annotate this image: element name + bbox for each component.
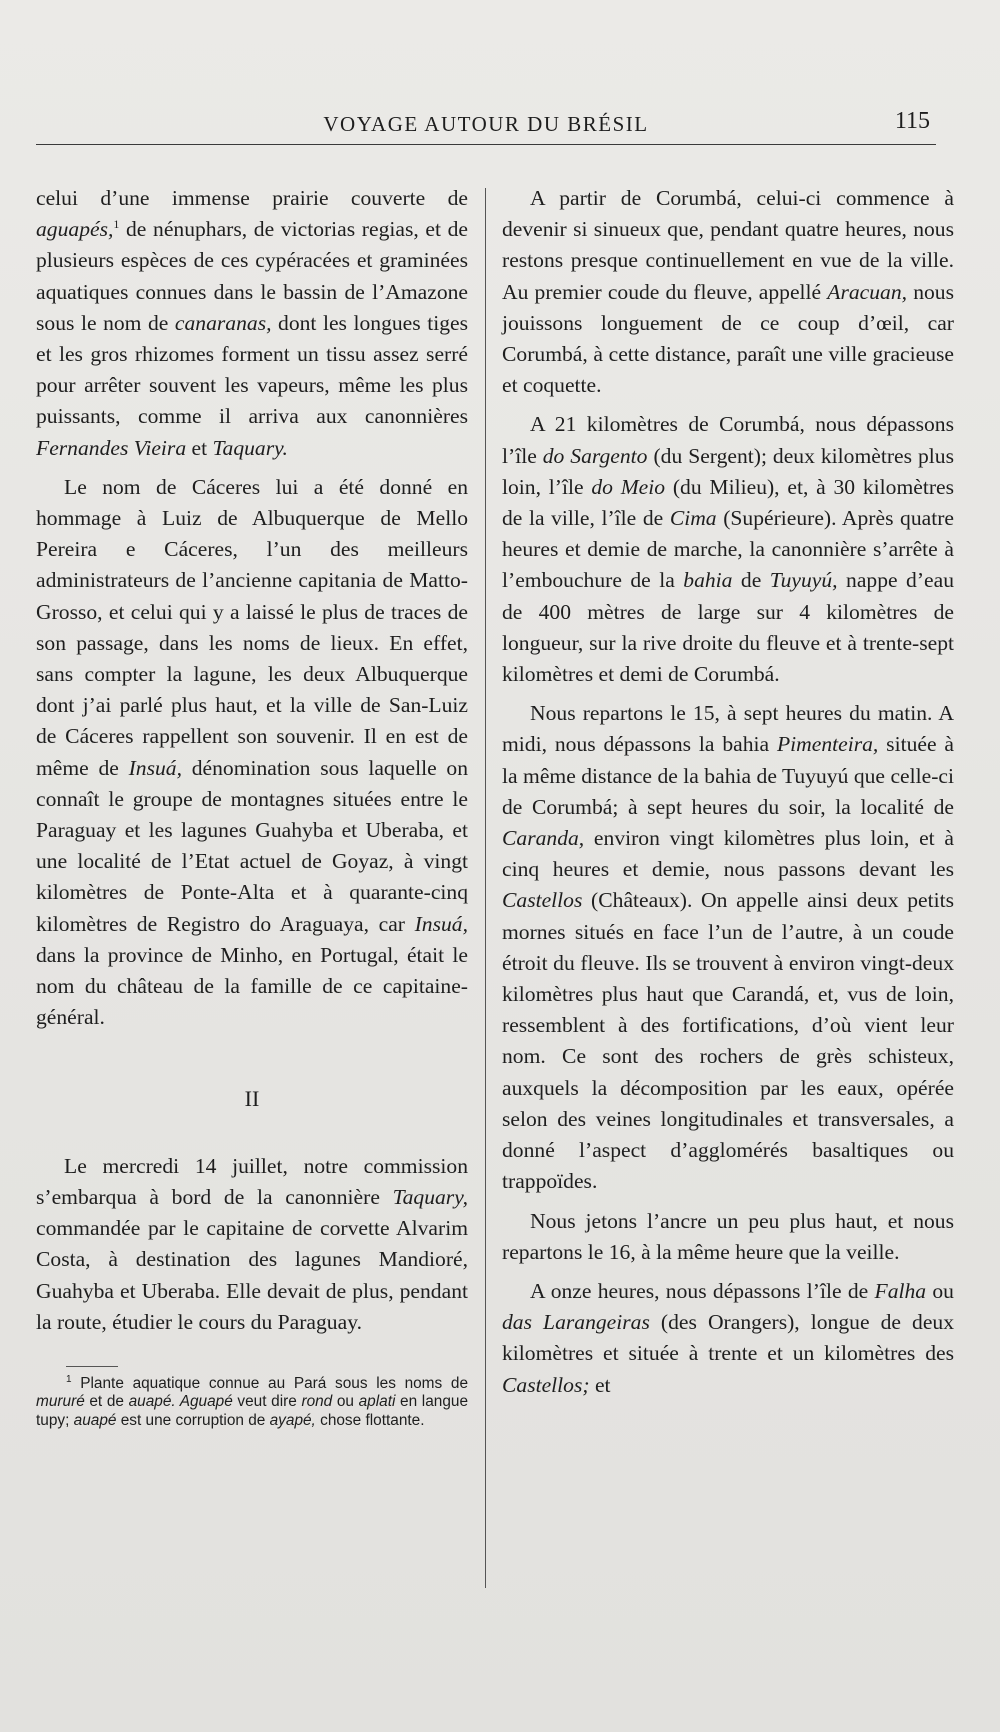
footnote-separator bbox=[66, 1366, 118, 1367]
paragraph: A 21 kilomètres de Corumbá, nous dépassons l’île do Sargento (du Sergent); deux kilomètres plus loin, l’île do Meio (du Milieu), et, à 30 kilomètres de la ville, l’île de Cima (Supérieure). Après quatre heures et demie de marche, la canonnière s’arrête à l’embouchure de la bahia de Tuyuyú, nappe d’eau de 400 mètres de large sur 4 kilomètres de longueur, sur la rive droite du fleuve et à trente-sept kilomètres et demi de Corumbá. bbox=[502, 412, 955, 687]
right-column bbox=[502, 183, 954, 1401]
section-heading: II bbox=[244, 1086, 260, 1112]
paragraph: celui d’une immense prairie couverte de aguapés,$^1$ de nénuphars, de victorias regias, et de plusieurs espèces de ces cypéracées et graminées aquatiques connues dans le bassin de l’Amazone sous le nom de canaranas, dont les longues tiges et les gros rhizomes forment un tissu assez serré pour arrêter souvent les vapeurs, même les plus puissants, comme il arriva aux canonnières Fernandes Vieira et Taquary. bbox=[36, 186, 468, 460]
paragraph: Le mercredi 14 juillet, notre commission s’embarqua à bord de la canonnière Taquary, commandée par le capitaine de corvette Alvarim Costa, à destination des lagunes Mandioré, Guahyba et Uberaba. Elle devait de plus, pendant la route, étudier le cours du Paraguay. bbox=[36, 1153, 468, 1334]
left-column bbox=[36, 183, 468, 1430]
paragraph: Nous repartons le 15, à sept heures du matin. A midi, nous dépassons la bahia Pimenteira, située à la même distance de la bahia de Tuyuyú que celle-ci de Corumbá; à sept heures du soir, la localité de Caranda, environ vingt kilomètres plus loin, et à cinq heures et demie, nous passons devant les Castellos (Châteaux). On appelle ainsi deux petits mornes situés en face l’un de l’autre, à un coude étroit du fleuve. Ils se trouvent à environ vingt-deux kilomètres plus haut que Carandá, et, vus de loin, ressemblent à des fortifications, d’où vient leur nom. Ce sont des rochers de grès schisteux, auxquels la décomposition par les eaux, opérée selon des veines longitudinales et transversales, a donné l’aspect d’agglomérés basaltiques ou trappoïdes. bbox=[502, 701, 954, 1194]
paragraph: A onze heures, nous dépassons l’île de Falha ou das Larangeiras (des Orangers), longue de deux kilomètres et située à trente et un kilomètres des Castellos; et bbox=[502, 1278, 955, 1397]
footnote-marker: 1 bbox=[113, 217, 120, 232]
column-divider bbox=[485, 188, 486, 1588]
footnote: $^1$ Plante aquatique connue au Pará sous les noms de mururé et de auapé. Aguapé veut dire rond ou aplati en langue tupy; auapé est une corruption de ayapé, chose flottante. bbox=[36, 1373, 469, 1429]
paragraph: Le nom de Cáceres lui a été donné en hommage à Luiz de Albuquerque de Mello Pereira e Cáceres, l’un des meilleurs administrateurs de l’ancienne capitania de Matto-Grosso, et celui qui y a laissé le plus de traces de son passage, dans les noms de lieux. En effet, sans compter la lagune, les deux Albuquerque dont j’ai parlé plus haut, et la ville de San-Luiz de Cáceres rappellent son souvenir. Il en est de même de Insuá, dénomination sous laquelle on connaît le groupe de montagnes situées entre le Paraguay et les lagunes Guahyba et Uberaba, et une localité de l’Etat actuel de Goyaz, à vingt kilomètres de Ponte-Alta et à quarante-cinq kilomètres de Registro do Araguaya, car Insuá, dans la province de Minho, en Portugal, était le nom du château de la famille de ce capitaine-général. bbox=[36, 474, 468, 1030]
paragraph: A partir de Corumbá, celui-ci commence à devenir si sinueux que, pendant quatre heures, nous restons presque continuellement en vue de la ville. Au premier coude du fleuve, appellé Aracuan, nous jouissons longuement de ce coup d’œil, car Corumbá, à cette distance, paraît une ville gracieuse et coquette. bbox=[502, 186, 954, 398]
paragraph: Nous jetons l’ancre un peu plus haut, et nous repartons le 16, à la même heure que la veille. bbox=[502, 1208, 954, 1264]
page-number: 115 bbox=[894, 108, 930, 134]
running-title: VOYAGE AUTOUR DU BRÉSIL bbox=[323, 112, 649, 136]
page-header bbox=[36, 104, 936, 145]
